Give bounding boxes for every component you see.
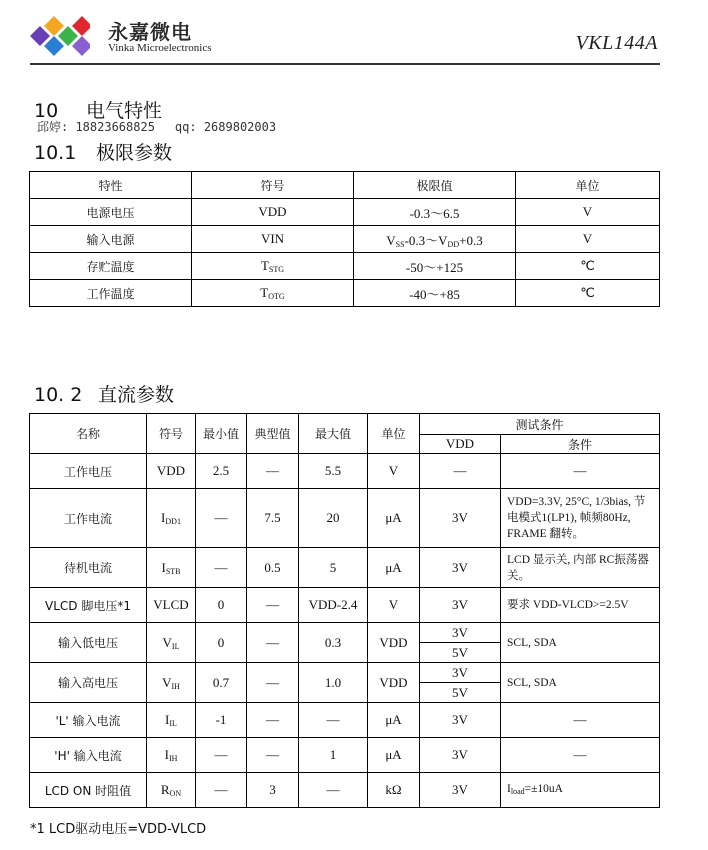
header-cell: 单位 xyxy=(368,414,420,454)
table-row xyxy=(30,454,660,489)
section-10-2-heading xyxy=(34,380,174,407)
table-row xyxy=(30,199,660,226)
param-condition: LCD 显示关, 内部 RC振荡器关。 xyxy=(501,548,660,588)
param-min: -1 xyxy=(196,703,247,738)
param-vdd: 3V xyxy=(420,738,501,773)
footnote: *1 LCD驱动电压=VDD-VLCD xyxy=(30,822,207,837)
table-row xyxy=(30,588,660,623)
param-max: VDD-2.4 xyxy=(299,588,368,623)
param-symbol: $R_{ON}$ xyxy=(147,773,196,808)
param-symbol: $V_{IL}$ xyxy=(147,623,196,663)
param-typ: 7.5 xyxy=(247,489,299,548)
param-typ: — xyxy=(247,738,299,773)
param-condition: $I_{load}=\pm 10uA$ xyxy=(501,773,660,808)
table-row xyxy=(30,280,660,307)
param-name: 工作电流 xyxy=(30,489,147,548)
param-vdd: 3V 5V xyxy=(420,663,501,703)
param-unit: VDD xyxy=(368,623,420,663)
param-min: — xyxy=(196,548,247,588)
param-condition: SCL, SDA xyxy=(501,663,660,703)
table-row xyxy=(30,703,660,738)
table-row xyxy=(30,226,660,253)
param-name: 待机电流 xyxy=(30,548,147,588)
header-cell: VDD xyxy=(420,435,501,454)
param-typ: — xyxy=(247,663,299,703)
dc-params-table xyxy=(29,413,660,808)
param-max: 5.5 xyxy=(299,454,368,489)
param-max: 0.3 xyxy=(299,623,368,663)
header-cell: 典型值 xyxy=(247,414,299,454)
param-name: 'H' 输入电流 xyxy=(30,738,147,773)
header-cell: 符号 xyxy=(192,172,354,199)
param-name: 输入低电压 xyxy=(30,623,147,663)
param-max: 20 xyxy=(299,489,368,548)
param-typ: 3 xyxy=(247,773,299,808)
model-number: VKL144A xyxy=(575,32,658,54)
param-max: — xyxy=(299,703,368,738)
param-symbol: VLCD xyxy=(147,588,196,623)
param-vdd: 3V xyxy=(420,489,501,548)
header-cell: 测试条件 xyxy=(420,414,660,435)
param-vdd: 3V xyxy=(420,773,501,808)
param-name: 输入高电压 xyxy=(30,663,147,703)
param-condition: VDD=3.3V, 25°C, 1/3bias, 节电模式1(LP1), 帧频80Hz, FRAME 翻转。 xyxy=(501,489,660,548)
header-cell: 条件 xyxy=(501,435,660,454)
section-number: 10.1 xyxy=(34,142,77,164)
param-unit: μA xyxy=(368,489,420,548)
table-row xyxy=(30,489,660,548)
param-unit: μA xyxy=(368,738,420,773)
header-cell: 极限值 xyxy=(354,172,516,199)
param-unit: μA xyxy=(368,548,420,588)
header-cell: 特性 xyxy=(30,172,192,199)
param-vdd: — xyxy=(420,454,501,489)
param-min: 2.5 xyxy=(196,454,247,489)
header-divider xyxy=(30,63,660,65)
contact-qq: qq: 2689802003 xyxy=(174,120,277,134)
table-row xyxy=(30,253,660,280)
param-max: 5 xyxy=(299,548,368,588)
param-condition: — xyxy=(501,454,660,489)
param-max: 1.0 xyxy=(299,663,368,703)
param-unit: ℃ xyxy=(516,253,660,280)
param-condition: — xyxy=(501,703,660,738)
contact-phone: 邱婷: 18823668825 xyxy=(37,120,155,134)
table-header-row xyxy=(30,172,660,199)
table-row xyxy=(30,548,660,588)
param-symbol: $I_{IH}$ xyxy=(147,738,196,773)
table-header-row xyxy=(30,414,660,435)
param-typ: — xyxy=(247,588,299,623)
param-name: 'L' 输入电流 xyxy=(30,703,147,738)
brand-name-en: Vinka Microelectronics xyxy=(108,42,212,54)
absolute-max-table xyxy=(29,171,660,307)
table-row xyxy=(30,773,660,808)
param-name: LCD ON 时阻值 xyxy=(30,773,147,808)
param-vdd: 3V xyxy=(420,588,501,623)
param-name: 电源电压 xyxy=(30,199,192,226)
param-symbol: $I_{DD1}$ xyxy=(147,489,196,548)
param-unit: V xyxy=(516,226,660,253)
header-cell: 最小值 xyxy=(196,414,247,454)
param-condition: — xyxy=(501,738,660,773)
param-typ: — xyxy=(247,454,299,489)
vinka-logo xyxy=(30,14,90,58)
param-min: — xyxy=(196,773,247,808)
param-min: 0.7 xyxy=(196,663,247,703)
param-name: 输入电源 xyxy=(30,226,192,253)
header-cell: 名称 xyxy=(30,414,147,454)
param-unit: V xyxy=(368,454,420,489)
param-symbol: $I_{IL}$ xyxy=(147,703,196,738)
param-vdd: 3V 5V xyxy=(420,623,501,663)
section-number: 10. 2 xyxy=(34,384,83,406)
param-name: 工作温度 xyxy=(30,280,192,307)
param-min: 0 xyxy=(196,588,247,623)
param-vdd: 3V xyxy=(420,548,501,588)
section-10-1-heading xyxy=(34,138,172,165)
header-cell: 最大值 xyxy=(299,414,368,454)
param-unit: VDD xyxy=(368,663,420,703)
table-row xyxy=(30,663,660,703)
param-min: 0 xyxy=(196,623,247,663)
param-typ: 0.5 xyxy=(247,548,299,588)
section-number: 10 xyxy=(34,100,59,122)
param-typ: — xyxy=(247,703,299,738)
param-unit: V xyxy=(516,199,660,226)
param-name: VLCD 脚电压*1 xyxy=(30,588,147,623)
param-max: — xyxy=(299,773,368,808)
param-name: 存贮温度 xyxy=(30,253,192,280)
section-title: 极限参数 xyxy=(96,142,173,164)
param-min: — xyxy=(196,489,247,548)
param-typ: — xyxy=(247,623,299,663)
param-symbol: VDD xyxy=(192,199,354,226)
param-unit: μA xyxy=(368,703,420,738)
param-symbol: $T_{STG}$ xyxy=(192,253,354,280)
param-unit: kΩ xyxy=(368,773,420,808)
param-max: 1 xyxy=(299,738,368,773)
param-symbol: $I_{STB}$ xyxy=(147,548,196,588)
param-symbol: VIN xyxy=(192,226,354,253)
brand-name-cn: 永嘉微电 xyxy=(108,20,192,44)
header-cell: 单位 xyxy=(516,172,660,199)
param-name: 工作电压 xyxy=(30,454,147,489)
param-unit: V xyxy=(368,588,420,623)
param-vdd: 3V xyxy=(420,703,501,738)
param-condition: 要求 VDD-VLCD>=2.5V xyxy=(501,588,660,623)
param-value: -40～+85 xyxy=(354,280,516,307)
param-value: $V_{SS}-0.3\sim V_{DD}+0.3$ xyxy=(354,226,516,253)
param-value: -0.3～6.5 xyxy=(354,199,516,226)
param-symbol: $V_{IH}$ xyxy=(147,663,196,703)
param-condition: SCL, SDA xyxy=(501,623,660,663)
param-symbol: VDD xyxy=(147,454,196,489)
param-value: -50～+125 xyxy=(354,253,516,280)
param-min: — xyxy=(196,738,247,773)
section-title: 电气特性 xyxy=(86,100,163,122)
contact-line xyxy=(37,118,296,135)
table-row xyxy=(30,623,660,663)
param-symbol: $T_{OTG}$ xyxy=(192,280,354,307)
table-row xyxy=(30,738,660,773)
header-cell: 符号 xyxy=(147,414,196,454)
section-title: 直流参数 xyxy=(98,384,175,406)
param-unit: ℃ xyxy=(516,280,660,307)
